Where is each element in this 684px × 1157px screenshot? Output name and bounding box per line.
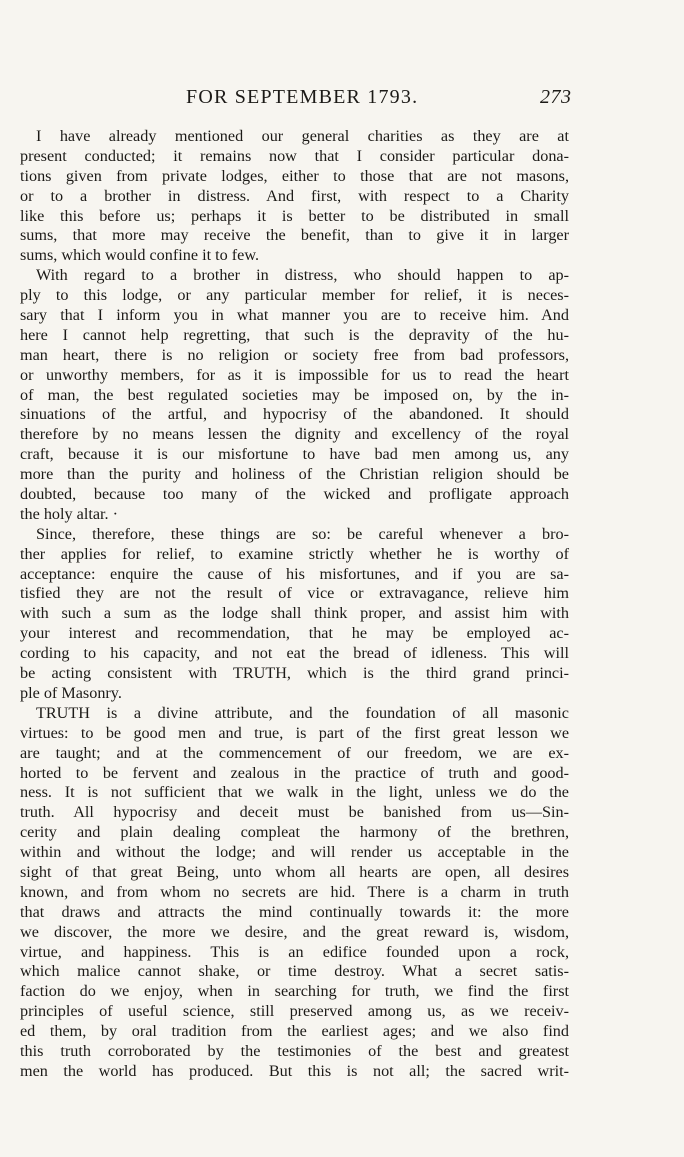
text-line: cerity and plain dealing compleat the harmony of the brethren, xyxy=(20,823,569,842)
text-line: sums, which would confine it to few. xyxy=(20,246,260,265)
text-line: men the world has produced. But this is not all; the sacred writ- xyxy=(20,1061,569,1080)
text-line: or to a brother in distress. And first, with respect to a Charity xyxy=(20,186,569,205)
text-line: With regard to a brother in distress, who should happen to ap- xyxy=(36,266,569,285)
text-line: the holy altar. · xyxy=(20,504,118,523)
text-line: virtues: to be good men and true, is part of the first great lesson we xyxy=(20,723,569,742)
text-line: more than the purity and holiness of the Christian religion should be xyxy=(20,465,569,484)
text-line: sight of that great Being, unto whom all hearts are open, all desires xyxy=(20,862,569,881)
text-line: virtue, and happiness. This is an edifice founded upon a rock, xyxy=(20,942,569,961)
text-line: I have already mentioned our general charities as they are at xyxy=(36,127,569,145)
text-line: tions given from private lodges, either to those that are not masons, xyxy=(20,166,569,185)
text-line: we discover, the more we desire, and the great reward is, wisdom, xyxy=(20,922,569,941)
text-line: be acting consistent with TRUTH, which is the third grand princi- xyxy=(20,664,569,683)
text-line: principles of useful science, still preserved among us, as we receiv- xyxy=(20,1002,569,1021)
text-line: which malice cannot shake, or time destroy. What a secret satis- xyxy=(20,962,569,981)
text-line: sinuations of the artful, and hypocrisy of the abandoned. It should xyxy=(20,405,569,424)
text-line: that draws and attracts the mind continually towards it: the more xyxy=(20,902,569,921)
text-line: sary that I inform you in what manner you are to receive him. And xyxy=(20,306,569,325)
text-line: ed them, by oral tradition from the earliest ages; and we also find xyxy=(20,1022,569,1041)
text-line: ther applies for relief, to examine strictly whether he is worthy of xyxy=(20,544,569,563)
text-line: within and without the lodge; and will render us acceptable in the xyxy=(20,843,569,862)
text-line: this truth corroborated by the testimonies of the best and greatest xyxy=(20,1041,569,1060)
text-line: TRUTH is a divine attribute, and the foundation of all masonic xyxy=(36,703,569,722)
running-head: FOR SEPTEMBER 1793. xyxy=(186,86,419,108)
text-line: here I cannot help regretting, that such is the depravity of the hu- xyxy=(20,325,569,344)
text-line: are taught; and at the commencement of our freedom, we are ex- xyxy=(20,743,569,762)
text-line: acceptance: enquire the cause of his misfortunes, and if you are sa- xyxy=(20,564,569,583)
text-line: Since, therefore, these things are so: be careful whenever a bro- xyxy=(36,524,569,543)
text-line: of man, the best regulated societies may be imposed on, by the in- xyxy=(20,385,569,404)
text-line: ple of Masonry. xyxy=(20,683,122,702)
text-line: therefore by no means lessen the dignity and excellency of the royal xyxy=(20,425,569,444)
text-line: horted to be fervent and zealous in the practice of truth and good- xyxy=(20,763,569,782)
text-line: craft, because it is our misfortune to have bad men among us, any xyxy=(20,445,569,464)
body-text xyxy=(20,127,569,1082)
text-line: sums, that more may receive the benefit, than to give it in larger xyxy=(20,226,569,245)
text-line: ness. It is not sufficient that we walk in the light, unless we do the xyxy=(20,783,569,802)
text-line: or unworthy members, for as it is impossible for us to read the heart xyxy=(20,365,569,384)
page-header xyxy=(0,86,684,112)
text-line: present conducted; it remains now that I consider particular dona- xyxy=(20,146,569,165)
text-line: tisfied they are not the result of vice or extravagance, relieve him xyxy=(20,584,569,603)
text-line: known, and from whom no secrets are hid. There is a charm in truth xyxy=(20,882,569,901)
text-line: like this before us; perhaps it is better to be distributed in small xyxy=(20,206,569,225)
text-line: with such a sum as the lodge shall think proper, and assist him with xyxy=(20,604,569,623)
page-number: 273 xyxy=(540,86,572,108)
text-line: your interest and recommendation, that he may be employed ac- xyxy=(20,624,569,643)
text-line: truth. All hypocrisy and deceit must be banished from us—Sin- xyxy=(20,803,569,822)
text-line: cording to his capacity, and not eat the bread of idleness. This will xyxy=(20,644,569,663)
text-line: man heart, there is no religion or society free from bad professors, xyxy=(20,345,569,364)
text-line: doubted, because too many of the wicked and profligate approach xyxy=(20,485,569,504)
text-line: ply to this lodge, or any particular member for relief, it is neces- xyxy=(20,286,569,305)
text-line: faction do we enjoy, when in searching for truth, we find the first xyxy=(20,982,569,1001)
